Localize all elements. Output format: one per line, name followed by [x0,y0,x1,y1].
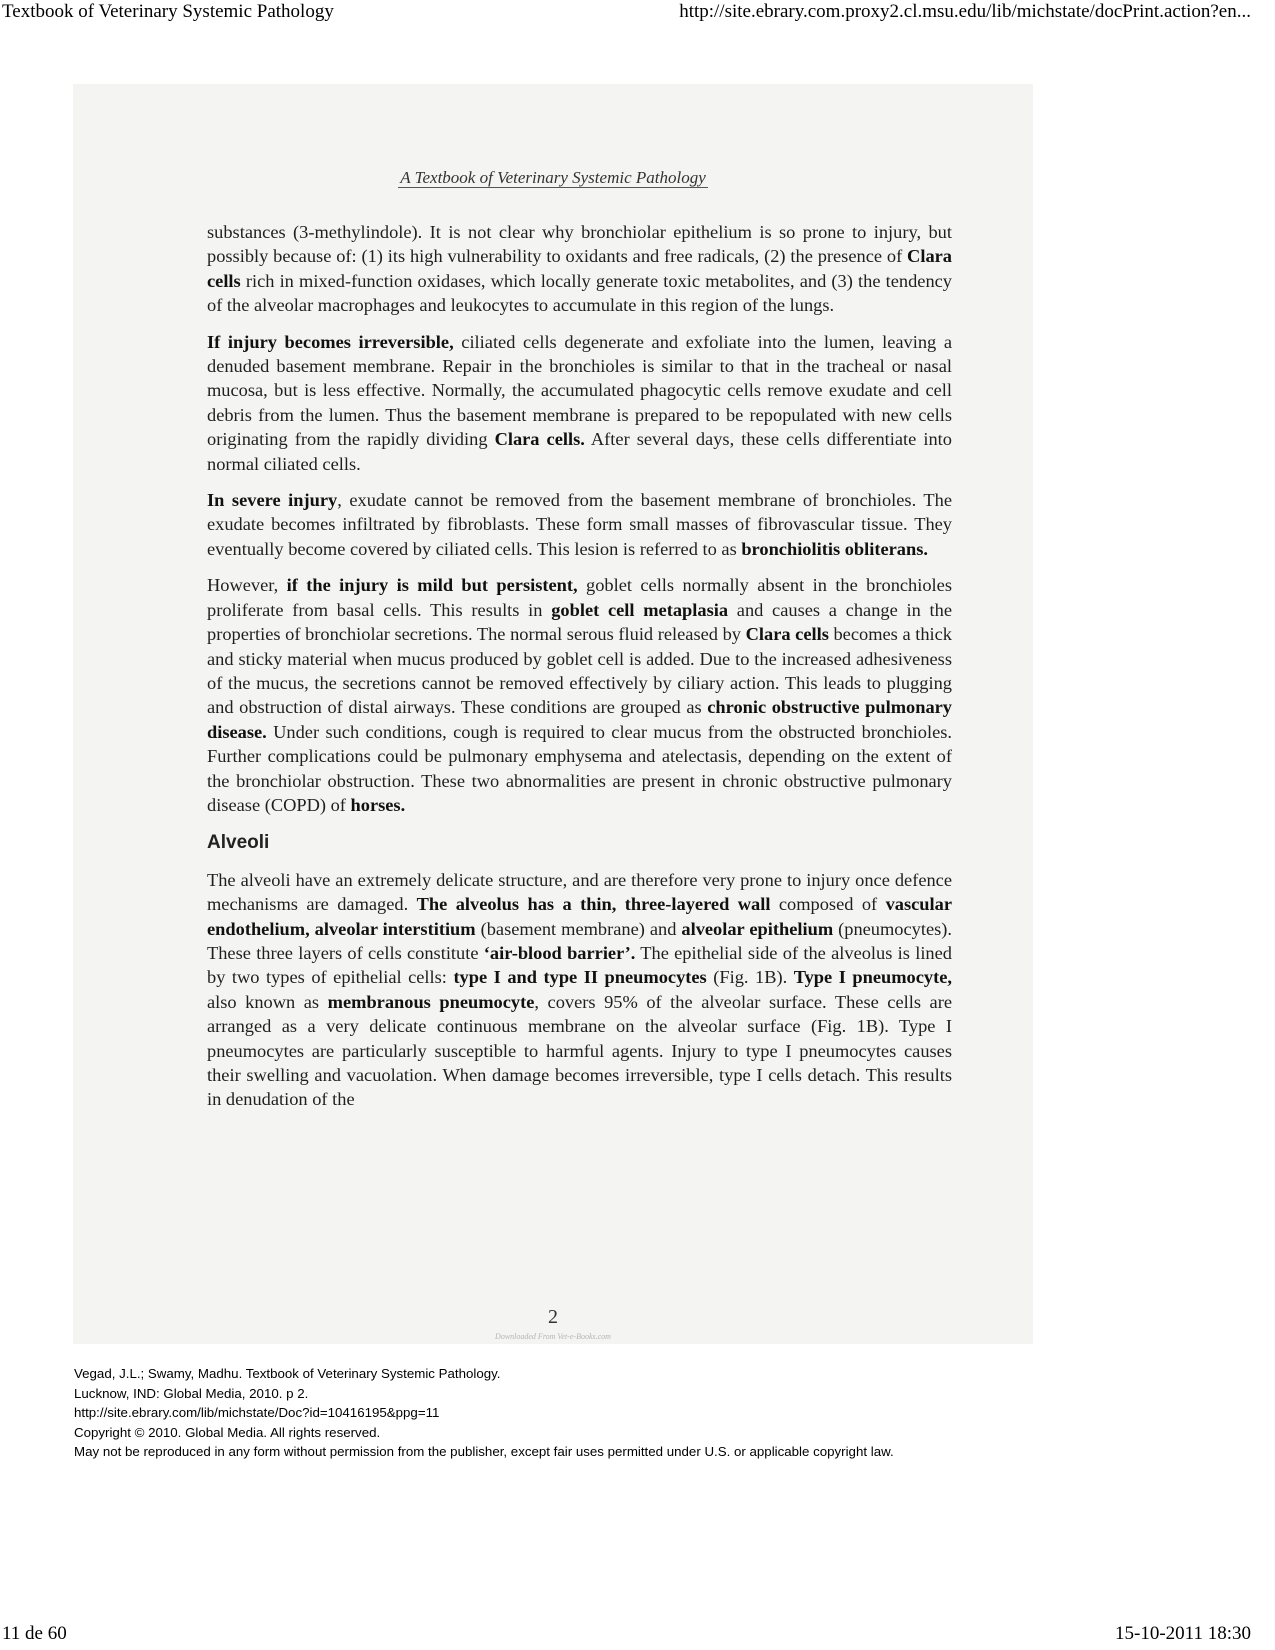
watermark: Downloaded From Vet-e-Books.com [495,1332,611,1341]
body-text [207,220,952,1124]
section-heading: Alveoli [207,832,270,854]
bold-term: vascular endothelium, alveolar interstitium [207,894,952,939]
bold-term: chronic obstructive pulmonary disease. [207,697,953,742]
text-run: The epithelial side of the alveolus is lined by two types of epithelial cells: [207,942,952,988]
text-run: substances (3-methylindole). It is not clear why bronchiolar epithelium is so prone to injury, but possibly because of: (1) its high vulnerability to oxidants and free radicals, (2) the presence of [207,222,952,267]
text-run: and causes a change in the properties of bronchiolar secretions. The normal serous fluid released by [207,599,952,645]
bold-term: If injury becomes irreversible, [207,331,454,352]
bold-term: bronchiolitis obliterans. [741,538,928,559]
bold-term: goblet cell metaplasia [551,599,729,620]
copyright-notice: Copyright © 2010. Global Media. All rights reserved. [74,1424,381,1440]
print-page-count: 11 de 60 [2,1623,67,1644]
bold-term: Clara cells [745,624,829,645]
browser-print-header [0,0,1275,26]
text-run: The alveoli have an extremely delicate structure, and are therefore very prone to injury once defence mechanisms are damaged. [207,869,952,915]
citation-authors: Vegad, J.L.; Swamy, Madhu. Textbook of Veterinary Systemic Pathology. [74,1366,501,1381]
text-run: (pneumocytes). These three layers of cells constitute [207,918,953,963]
bold-term: Clara cells. [494,429,585,450]
bold-term: In severe injury [207,490,338,511]
paragraph [207,868,952,1112]
bold-term: if the injury is mild but persistent, [286,575,578,596]
browser-print-footer [0,1622,1275,1648]
text-run: also known as [207,991,328,1012]
text-run: However, [207,575,287,596]
bold-term: Type I pneumocyte, [793,967,952,988]
bold-term: Clara cells [207,246,952,291]
text-run: composed of [770,894,886,915]
text-run: ciliated cells degenerate and exfoliate into the lumen, leaving a denuded basement membrane. Repair in the bronchioles is similar to that in the tracheal or nasal mucosa, but is less effective. Normally, the accumulated phagocytic cells remove exudate and cell debris from the lumen. Thus the basement membrane is prepared to be repopulated with new cells originating from the rapidly dividing [207,331,952,450]
paragraph [207,488,952,561]
text-run: Under such conditions, cough is required to clear mucus from the obstructed bronchioles. Further complications could be pulmonary emphysema and atelectasis, depending on the extent of the bronchiolar obstruction. These two abnormalities are present in chronic obstructive pulmonary disease (COPD) of [207,721,952,815]
paragraph [207,330,952,476]
print-header-title: Textbook of Veterinary Systemic Pathology [2,1,334,22]
citation-block [74,1364,1224,1462]
reproduction-notice: May not be reproduced in any form without permission from the publisher, except fair uses permitted under U.S. or applicable copyright law. [74,1444,894,1459]
bold-term: alveolar epithelium [681,918,834,939]
text-run: , exudate cannot be removed from the basement membrane of bronchioles. The exudate becomes infiltrated by fibroblasts. These form small masses of fibrovascular tissue. They eventually become covered by ciliated cells. This lesion is referred to as [207,490,952,559]
citation-link[interactable]: http://site.ebrary.com/lib/michstate/Doc?id=10416195&ppg=11 [74,1405,440,1420]
running-head [73,168,1033,188]
print-header-url: http://site.ebrary.com.proxy2.cl.msu.edu/lib/michstate/docPrint.action?en... [679,1,1251,22]
paragraph [207,220,952,318]
page-number: 2 [548,1306,558,1328]
text-run: (basement membrane) and [475,918,682,939]
text-run: (Fig. 1B). [706,967,794,988]
text-run: rich in mixed-function oxidases, which locally generate toxic metabolites, and (3) the tendency of the alveolar macrophages and leukocytes to accumulate in this region of the lungs. [207,270,952,316]
text-run: goblet cells normally absent in the bronchioles proliferate from basal cells. This results in [207,575,952,620]
citation-publisher: Lucknow, IND: Global Media, 2010. p 2. [74,1385,309,1401]
paragraph [207,573,952,817]
text-run: , covers 95% of the alveolar surface. These cells are arranged as a very delicate continuous membrane on the alveolar surface (Fig. 1B). Type I pneumocytes are particularly susceptible to harmful agents. Injury to type I pneumocytes causes their swelling and vacuolation. When damage becomes irreversible, type I cells detach. This results in denudation of the [207,991,952,1110]
print-timestamp: 15-10-2011 18:30 [1115,1623,1251,1644]
bold-term: The alveolus has a thin, three-layered wall [416,894,771,915]
bold-term: horses. [350,794,406,815]
bold-term: type I and type II pneumocytes [453,967,707,988]
scanned-book-page [73,84,1033,1344]
bold-term: membranous pneumocyte [327,991,535,1012]
text-run: becomes a thick and sticky material when mucus produced by goblet cell is added. Due to the increased adhesiveness of the mucus, the secretions cannot be removed effectively by ciliary action. This leads to plugging and obstruction of distal airways. These conditions are grouped as [207,624,952,718]
running-head-text: A Textbook of Veterinary Systemic Pathology [400,168,706,187]
text-run: After several days, these cells differentiate into normal ciliated cells. [207,429,952,474]
bold-term: ‘air-blood barrier’. [483,942,636,963]
